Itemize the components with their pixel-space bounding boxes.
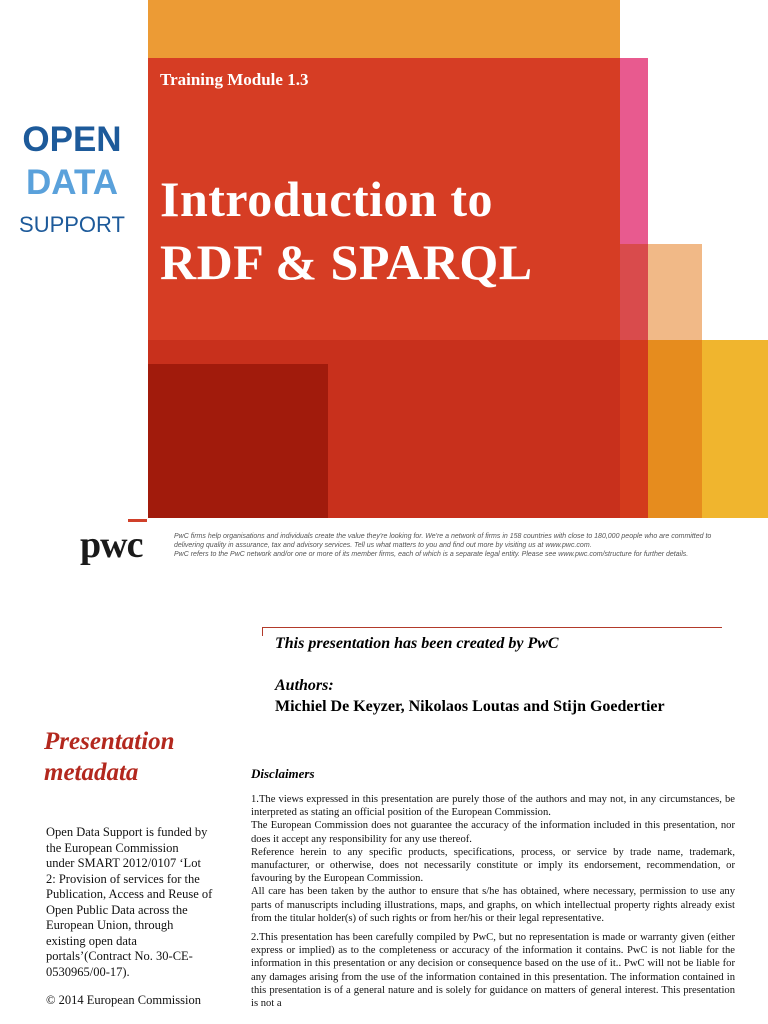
- funding-line: under SMART 2012/0107 ‘Lot: [46, 856, 201, 870]
- pwc-disclaimer-line: PwC firms help organisations and individuals create the value they're looking for. We're a network of firms in 158 countries with close to 180,000 people who are committed to: [174, 533, 712, 540]
- authors-names: Michiel De Keyzer, Nikolaos Loutas and Stijn Goedertier: [275, 698, 665, 715]
- funding-line: Open Public Data across the: [46, 902, 188, 917]
- funding-line: European Union, through: [46, 918, 174, 932]
- open-data-support-logo-data: DATA: [25, 163, 118, 202]
- disclaimer-paragraph: Reference herein to any specific products, specifications, process, or service by trade name, trademark, manufacturer, or otherwise, does not necessarily constitute or imply its endorsement, recommendation, or favouring by the European Commission.: [251, 846, 735, 885]
- pwc-disclaimer-line: delivering quality in assurance, tax and advisory services. Tell us what matters to you and find out more by visiting us at www.pwc.com.: [174, 542, 592, 549]
- section-divider: [262, 627, 722, 628]
- disclaimer-paragraph: The European Commission does not guarantee the accuracy of the information included in this presentation, nor does it accept any responsibility for any use thereof.: [251, 820, 735, 845]
- open-data-support-logo-open: OPEN: [22, 120, 122, 159]
- cover-pink-block: [620, 58, 648, 244]
- open-data-support-logo-support: SUPPORT: [19, 212, 125, 237]
- disclaimer-paragraph: All care has been taken by the author to ensure that s/he has obtained, where necessary, permission to use any parts of manuscripts including illustrations, maps, and graphs, on which intellectual property rights already exist from the titular holder(s) of such rights or from her/his or their legal representative.: [251, 886, 735, 924]
- cover-orange-block: [148, 0, 620, 58]
- funding-line: Open Data Support is funded by: [46, 825, 208, 839]
- cover-dark-red-block: [148, 364, 328, 518]
- cover-title-line1: Introduction to: [160, 171, 494, 227]
- pwc-disclaimer: [174, 532, 764, 559]
- pwc-logo-bar: [128, 519, 147, 522]
- funding-line: 2: Provision of services for the: [46, 871, 200, 886]
- cover-title-line2: RDF & SPARQL: [160, 234, 533, 290]
- disclaimer-paragraph: 1.The views expressed in this presentation are purely those of the authors and may not, in any circumstances, be interpreted as stating an official position of the European Commission.: [251, 794, 735, 819]
- disclaimers-heading: Disclaimers: [251, 766, 315, 781]
- cover-rose-block: [620, 244, 648, 340]
- authors-heading: Authors:: [275, 677, 334, 694]
- funding-line: the European Commission: [46, 840, 179, 855]
- funding-line: 0530965/00-17).: [46, 964, 130, 979]
- pwc-logo: pwc: [80, 524, 143, 566]
- presentation-metadata-heading: [44, 726, 244, 788]
- cover-yellow-block: [702, 340, 768, 518]
- copyright-notice: © 2014 European Commission: [46, 993, 201, 1007]
- pwc-disclaimer-line: PwC refers to the PwC network and/or one or more of its member firms, each of which is a separate legal entity. Please see www.pwc.com/structure for further details.: [174, 551, 689, 558]
- created-by-statement: This presentation has been created by PwC: [275, 635, 559, 652]
- section-divider-tick: [262, 627, 263, 636]
- cover-peach-block: [648, 244, 702, 340]
- funding-line: portals’(Contract No. 30-CE-: [46, 949, 193, 963]
- disclaimer-text: [251, 793, 735, 1010]
- heading-line: metadata: [44, 759, 139, 786]
- funding-statement: [46, 825, 236, 980]
- training-module-label: Training Module 1.3: [160, 70, 309, 89]
- cover-red-strip: [620, 340, 648, 518]
- cover-orange-strip: [648, 340, 702, 518]
- funding-line: existing open data: [46, 933, 137, 948]
- disclaimer-paragraph: 2.This presentation has been carefully compiled by PwC, but no representation is made or warranty given (either express or implied) as to the completeness or accuracy of the information it contains. PwC is not liable for the information in this presentation or any decision or consequence based on the use of it.. PwC will not be liable for any damages arising from the use of the information contained in this presentation. The information contained in this presentation is of a general nature and is solely for guidance on matters of general interest. This presentation is not a: [251, 932, 735, 1010]
- funding-line: Publication, Access and Reuse of: [46, 887, 213, 901]
- heading-line: Presentation: [44, 728, 175, 755]
